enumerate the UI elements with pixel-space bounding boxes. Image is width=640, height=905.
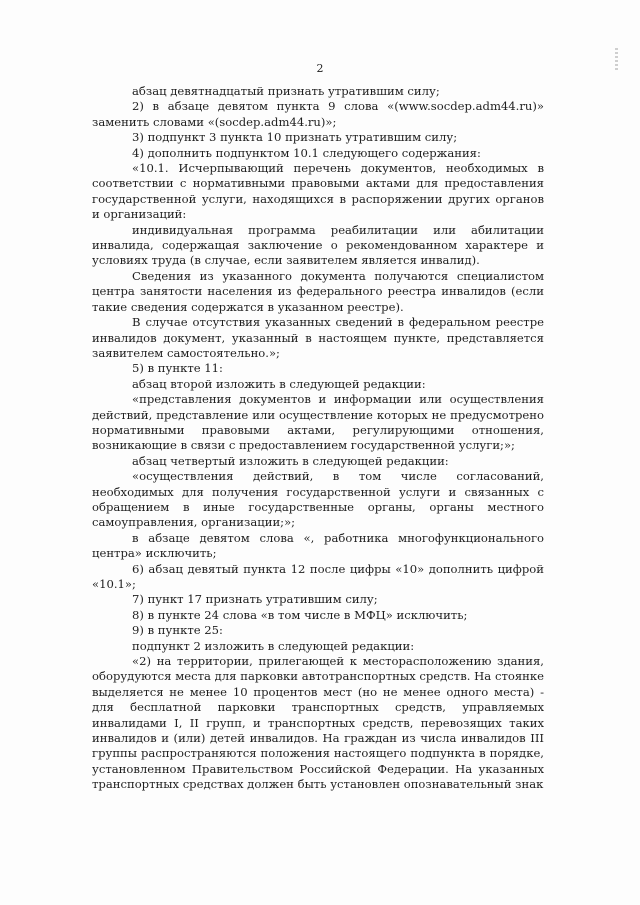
paragraph: 8) в пункте 24 слова «в том числе в МФЦ» исключить; (132, 607, 468, 622)
page-number: 2 (316, 62, 324, 75)
paragraph: абзац четвертый изложить в следующей редакции: (132, 453, 449, 468)
paragraph: Сведения из указанного документа получаются специалистом центра занятости населения из федерального реестра инвалидов (если такие сведения содержатся в указанном реестре). (92, 268, 544, 314)
paragraph: «10.1. Исчерпывающий перечень документов, необходимых в соответствии с нормативными правовыми актами для предоставления государственной услуги, находящихся в распоряжении других органов и организаций: (92, 161, 544, 222)
paragraph: 3) подпункт 3 пункта 10 признать утратившим силу; (132, 130, 458, 145)
paragraph: 6) абзац девятый пункта 12 после цифры «10» дополнить цифрой «10.1»; (92, 561, 544, 591)
paragraph: абзац девятнадцатый признать утратившим силу; (132, 84, 440, 98)
paragraph: «2) на территории, прилегающей к месторасположению здания, оборудуются места для парковки автотранспортных средств. На стоянке выделяется не менее 10 процентов мест (но не менее одного места) - для бесплатной парковки транспортных средств, управляемых инвалидами I, II групп, и транспортных средств, перевозящих таких инвалидов и (или) детей инвалидов. На граждан из числа инвалидов III группы распространяются положения настоящего подпункта в порядке, установленном Правительством Российской Федерации. На указанных транспортных средствах должен быть установлен опознавательный знак (92, 654, 544, 792)
paragraph: В случае отсутствия указанных сведений в федеральном реестре инвалидов документ, указанный в настоящем пункте, представляется заявителем самостоятельно.»; (92, 315, 544, 360)
paragraph: «осуществления действий, в том числе согласований, необходимых для получения государственной услуги и связанных с обращением в иные государственные органы, органы местного самоуправления, организации;»; (92, 469, 544, 530)
paragraph: индивидуальная программа реабилитации или абилитации инвалида, содержащая заключение о рекомендованном характере и условиях труда (в случае, если заявителем является инвалид). (92, 222, 544, 268)
paragraph: подпункт 2 изложить в следующей редакции: (132, 638, 415, 653)
paragraph: 7) пункт 17 признать утратившим силу; (132, 592, 378, 607)
paragraph: 2) в абзаце девятом пункта 9 слова «(www.socdep.adm44.ru)» заменить словами «(socdep.adm44.ru)»; (92, 99, 544, 129)
paragraph: абзац второй изложить в следующей редакции: (132, 376, 426, 391)
paragraph: 4) дополнить подпунктом 10.1 следующего содержания: (132, 145, 481, 160)
document-body (92, 84, 544, 793)
paragraph: 9) в пункте 25: (132, 623, 223, 638)
paragraph: «представления документов и информации или осуществления действий, представление или осуществление которых не предусмотрено нормативными правовыми актами, регулирующими отношения, возникающие в связи с предоставлением государственной услуги;»; (92, 392, 544, 453)
paragraph: 5) в пункте 11: (132, 361, 223, 376)
paragraph: в абзаце девятом слова «, работника многофункционального центра» исключить; (92, 530, 544, 561)
